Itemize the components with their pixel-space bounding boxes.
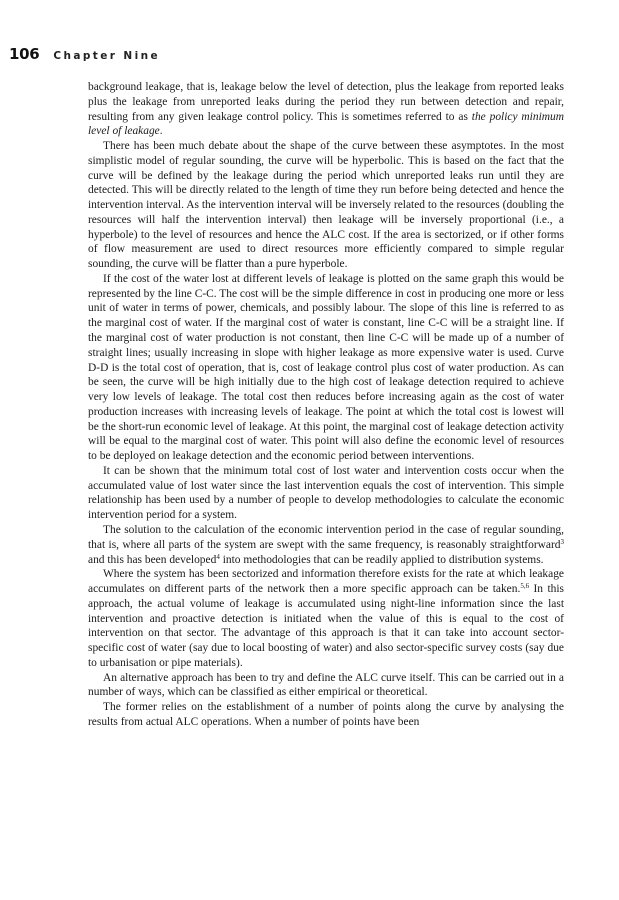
paragraph-7: An alternative approach has been to try and define the ALC curve itself. This can be carried out in a number of ways, which can be classified as either empirical or theoretical. (88, 671, 564, 699)
paragraph-8: The former relies on the establishment of a number of points along the curve by analysing the results from actual ALC operations. When a number of points have been (88, 701, 564, 728)
policy-minimum-term: the policy minimum level of leakage (88, 110, 564, 138)
reference-4: 4 (216, 552, 220, 561)
paragraph-3: If the cost of the water lost at different levels of leakage is plotted on the same graph this would be represented by the line C-C. The cost will be the simple difference in cost in producing one more or less unit of water in terms of power, chemicals, and possibly labour. The slope of this line is referred to as the marginal cost of water. If the marginal cost of water is constant, line C-C will be a straight line. If the marginal cost of water production is not constant, then line C-C will be made up of a number of straight lines; usually increasing in slope with higher leakage as more expensive water is used. Curve D-D is the total cost of operation, that is, cost of leakage control plus cost of water production. As can be seen, the curve will be high initially due to the high cost of leakage detection required to achieve very low levels of leakage. The total cost then reduces before increasing again as the cost of water production increases with increasing levels of leakage. The point at which the total cost is lowest will be the short-run economic level of leakage. At this point, the marginal cost of leakage detection activity will be equal to the marginal cost of water. This point will also define the economic level of resources to be deployed on leakage detection and the economic period between interventions. (88, 272, 565, 463)
paragraph-2: There has been much debate about the shape of the curve between these asymptotes. In the most simplistic model of regular sounding, the curve will be hyperbolic. This is based on the fact that the curve will be defined by the leakage during the period which unreported leaks run until they are detected. This will be directly related to the length of time they run before being detected and hence the intervention interval. As the intervention interval will be inversely related to the resources (doubling the resources will half the intervention interval) then leakage will be inversely proportional (i.e., a hyperbole) to the level of resources and hence the ALC cost. If the area is sectorized, or if other forms of flow measurement are used to direct resources more efficiently compared to simple regular sounding, the curve will be flatter than a pure hyperbole. (88, 140, 564, 271)
reference-3: 3 (560, 537, 564, 546)
paragraph-5-text-c: into methodologies that can be readily applied to distribution systems. (219, 553, 544, 566)
page-number: 106 (9, 45, 40, 63)
paragraph-6 (88, 567, 564, 670)
paragraph-1 (88, 80, 564, 139)
paragraph-4: It can be shown that the minimum total cost of lost water and intervention costs occur when the accumulated value of lost water since the last intervention equals the cost of intervention. This simple relationship has been used by a number of people to develop methodologies to calculate the economic intervention period for a system. (88, 464, 564, 522)
paragraph-1-text: background leakage, that is, leakage below the level of detection, plus the leakage from reported leaks plus the leakage from unreported leaks during the period they run between detection and repair, resulting from any given leakage control policy. This is sometimes referred to as (88, 81, 564, 123)
paragraph-1-end: . (159, 125, 163, 138)
paragraph-5-text-a: The solution to the calculation of the economic intervention period in the case of regular sounding, that is, where all parts of the system are swept with the same frequency, is reasonably straightforward (88, 523, 564, 551)
paragraph-6-text-a: Where the system has been sectorized and information therefore exists for the rate at which leakage accumulates on different parts of the network then a more specific approach can be taken. (88, 568, 564, 596)
chapter-title: Chapter Nine (53, 50, 160, 62)
paragraph-6-text-b: In this approach, the actual volume of leakage is accumulated using night-line information since the last intervention and proactive detection is initiated when the value of this is equal to the cost of intervention on that sector. The advantage of this approach is that it can take into account sector-specific cost of water (say due to local boosting of water) and also sector-specific survey costs (say due to urbanisation or pipe materials). (88, 583, 564, 669)
running-head (9, 45, 160, 65)
paragraph-5-text-b: and this has been developed (88, 553, 217, 566)
reference-5-6: 5,6 (520, 582, 530, 591)
paragraph-5 (88, 523, 564, 567)
body-text (88, 80, 564, 730)
